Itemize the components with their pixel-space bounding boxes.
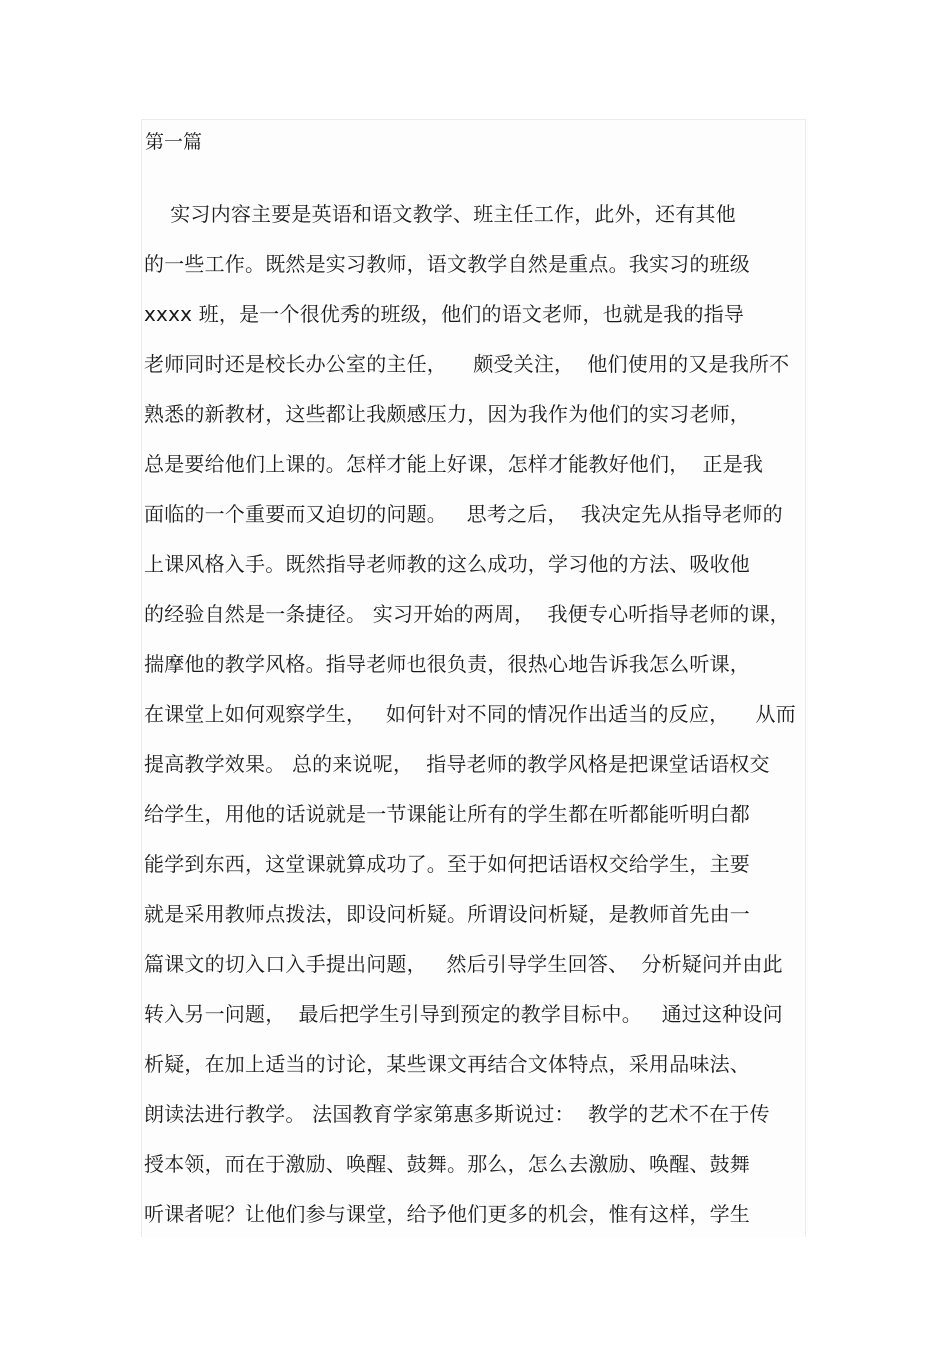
- text-line: 老师同时还是校长办公室的主任， 颇受关注， 他们使用的又是我所不: [144, 352, 790, 376]
- text-line: 的经验自然是一条捷径。 实习开始的两周， 我便专心听指导老师的课，: [144, 602, 790, 626]
- text-line: 能学到东西，这堂课就算成功了。至于如何把话语权交给学生，主要: [144, 852, 750, 876]
- text-line: 篇课文的切入口入手提出问题， 然后引导学生回答、 分析疑问并由此: [144, 952, 783, 976]
- text-line: 在课堂上如何观察学生， 如何针对不同的情况作出适当的反应， 从而: [144, 702, 796, 726]
- text-line: 实习内容主要是英语和语文教学、班主任工作，此外，还有其他: [144, 202, 736, 226]
- text-line: 面临的一个重要而又迫切的问题。 思考之后， 我决定先从指导老师的: [144, 502, 783, 526]
- text-line: 转入另一问题， 最后把学生引导到预定的教学目标中。 通过这种设问: [144, 1002, 783, 1026]
- text-line: 授本领，而在于激励、唤醒、鼓舞。那么，怎么去激励、唤醒、鼓舞: [144, 1152, 750, 1176]
- text-line: 提高教学效果。 总的来说呢， 指导老师的教学风格是把课堂话语权交: [144, 752, 770, 776]
- text-line: 的一些工作。既然是实习教师，语文教学自然是重点。我实习的班级: [144, 252, 750, 276]
- text-line: 听课者呢？让他们参与课堂，给予他们更多的机会，惟有这样，学生: [144, 1202, 750, 1226]
- text-line: 熟悉的新教材，这些都让我颇感压力，因为我作为他们的实习老师，: [144, 402, 750, 426]
- text-line: 朗读法进行教学。 法国教育学家第惠多斯说过： 教学的艺术不在于传: [144, 1102, 770, 1126]
- text-line: 揣摩他的教学风格。指导老师也很负责，很热心地告诉我怎么听课，: [144, 652, 750, 676]
- text-line: 析疑，在加上适当的讨论，某些课文再结合文体特点，采用品味法、: [144, 1052, 750, 1076]
- text-line: 给学生，用他的话说就是一节课能让所有的学生都在听都能听明白都: [144, 802, 750, 826]
- text-line: 上课风格入手。既然指导老师教的这么成功，学习他的方法、吸收他: [144, 552, 750, 576]
- text-line: 就是采用教师点拨法，即设问析疑。所谓设问析疑，是教师首先由一: [144, 902, 750, 926]
- text-line: xxxx 班，是一个很优秀的班级，他们的语文老师，也就是我的指导: [144, 302, 745, 326]
- document-page: [141, 119, 806, 1237]
- text-line: 总是要给他们上课的。怎样才能上好课，怎样才能教好他们， 正是我: [144, 452, 764, 476]
- document-heading: 第一篇: [145, 131, 203, 153]
